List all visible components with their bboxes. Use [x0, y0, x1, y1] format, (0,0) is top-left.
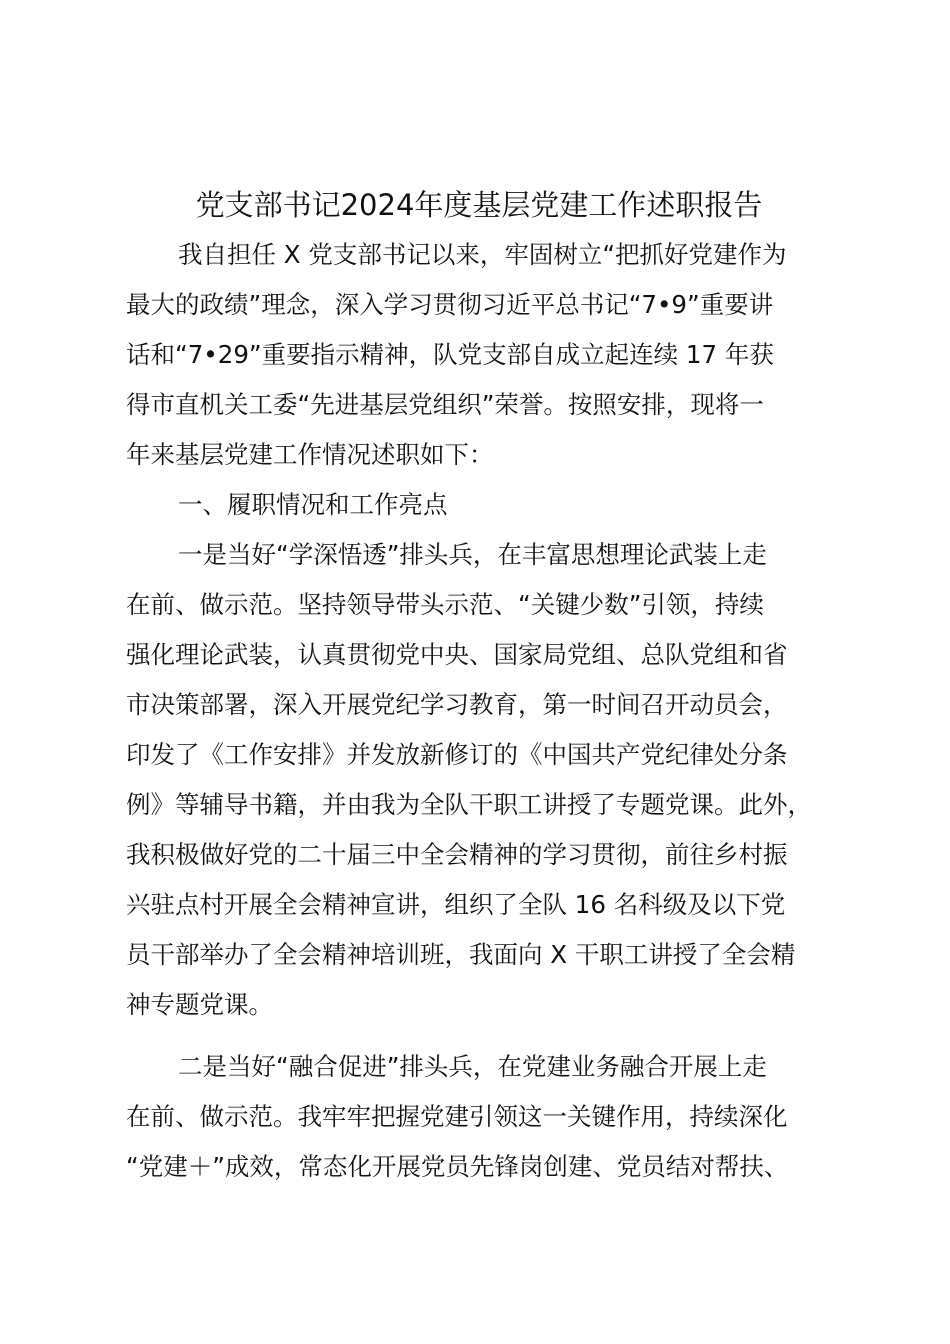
paragraph-line: 强化理论武装，认真贯彻党中央、国家局党组、总队党组和省: [126, 640, 788, 669]
paragraph-line: 我自担任 X 党支部书记以来，牢固树立“把抓好党建作为: [178, 240, 787, 269]
paragraph-line: 在前、做示范。坚持领导带头示范、“关键少数”引领，持续: [126, 590, 764, 619]
paragraph-line: 年来基层党建工作情况述职如下：: [126, 440, 494, 469]
paragraph: [126, 1042, 836, 1192]
paragraph-line: 二是当好“融合促进”排头兵，在党建业务融合开展上走: [178, 1052, 767, 1081]
paragraph-line: 印发了《工作安排》并发放新修订的《中国共产党纪律处分条: [126, 740, 788, 769]
paragraph-line: 最大的政绩”理念，深入学习贯彻习近平总书记“7•9”重要讲: [126, 290, 774, 319]
paragraph-line: “党建＋”成效，常态化开展党员先锋岗创建、党员结对帮扶、: [126, 1152, 789, 1181]
paragraph-line: 在前、做示范。我牢牢把握党建引领这一关键作用，持续深化: [126, 1102, 788, 1131]
paragraph-line: 员干部举办了全会精神培训班，我面向 X 干职工讲授了全会精: [126, 940, 796, 969]
document-title: 党支部书记2024年度基层党建工作述职报告: [195, 188, 763, 222]
paragraph-line: 市决策部署，深入开展党纪学习教育，第一时间召开动员会，: [126, 690, 788, 719]
paragraph-line: 一是当好“学深悟透”排头兵，在丰富思想理论武装上走: [178, 540, 767, 569]
section-heading: [126, 480, 836, 530]
paragraph: [126, 530, 836, 1030]
document-body: [126, 230, 836, 1192]
paragraph-line: 话和“7•29”重要指示精神，队党支部自成立起连续 17 年获: [126, 340, 774, 369]
paragraph: [126, 230, 836, 480]
paragraph-line: 例》等辅导书籍，并由我为全队干职工讲授了专题党课。此外，: [126, 790, 812, 819]
paragraph-line: 一、履职情况和工作亮点: [178, 490, 448, 519]
paragraph-line: 神专题党课。: [126, 990, 273, 1019]
paragraph-line: 得市直机关工委“先进基层党组织”荣誉。按照安排，现将一: [126, 390, 764, 419]
paragraph-line: 兴驻点村开展全会精神宣讲，组织了全队 16 名科级及以下党: [126, 890, 786, 919]
paragraph-line: 我积极做好党的二十届三中全会精神的学习贯彻，前往乡村振: [126, 840, 788, 869]
